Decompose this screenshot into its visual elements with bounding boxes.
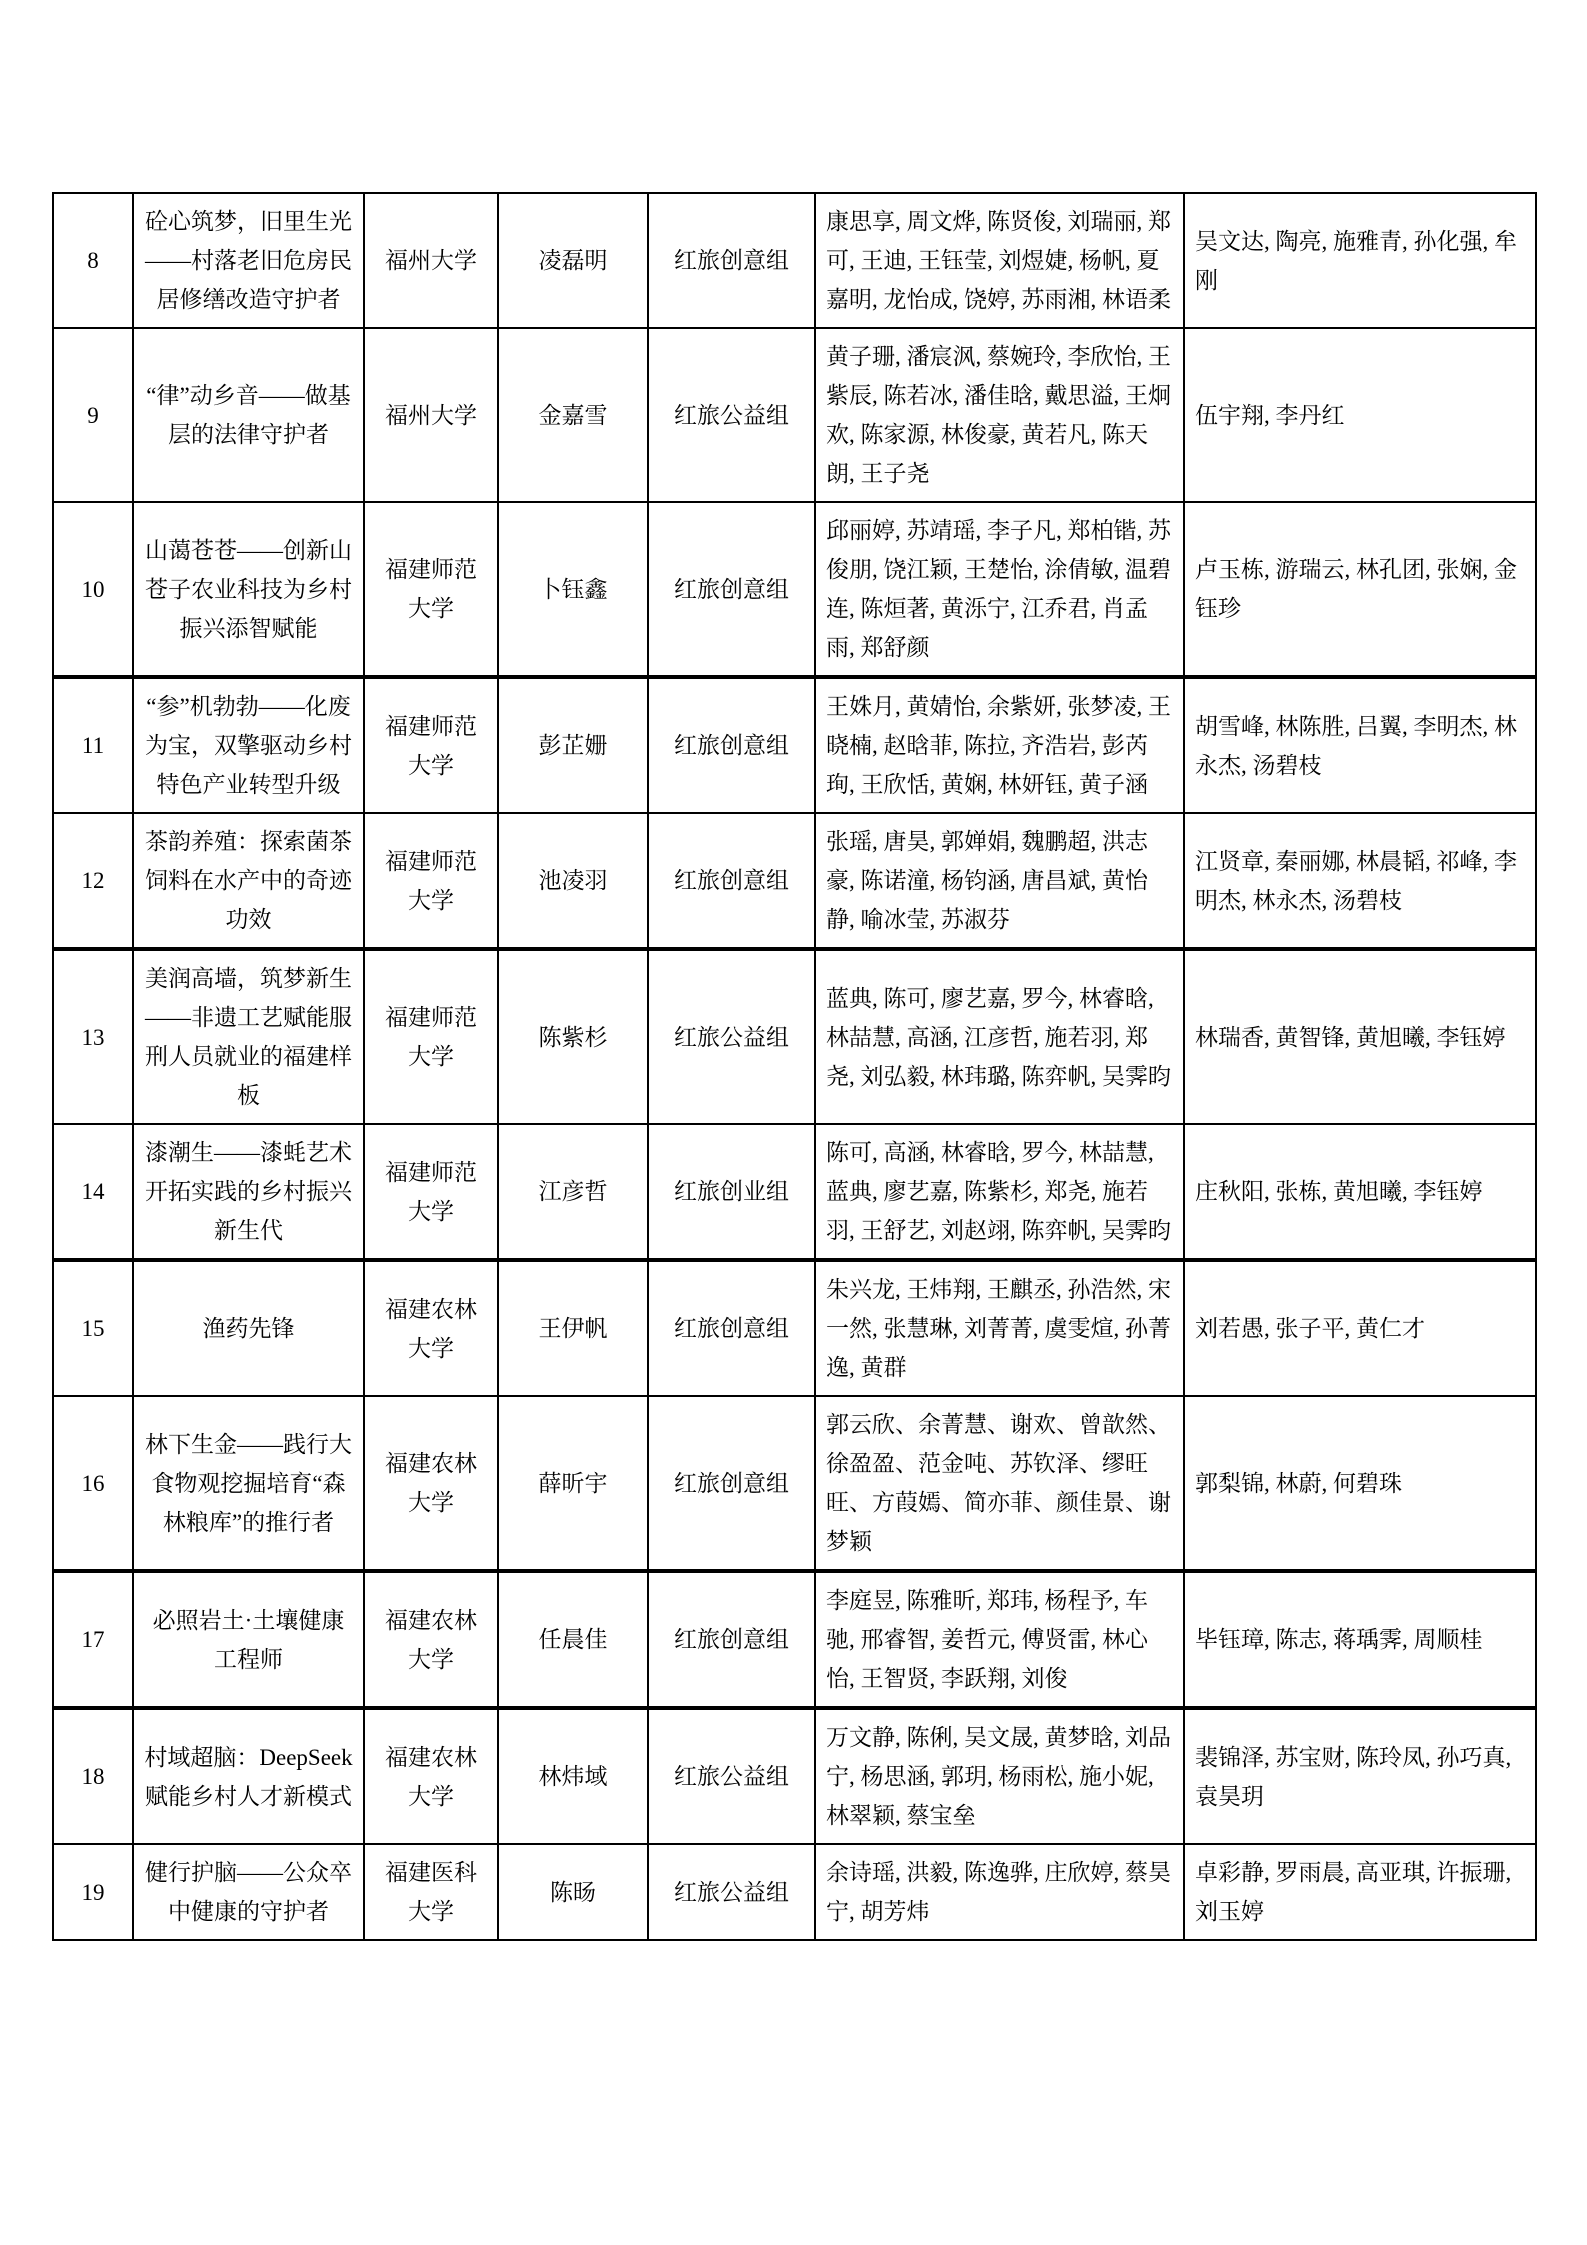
advisors-cell: 吴文达, 陶亮, 施雅青, 孙化强, 牟刚 <box>1184 193 1536 328</box>
table-row <box>53 328 1536 502</box>
project-title-cell: 村域超脑：DeepSeek 赋能乡村人才新模式 <box>133 1708 364 1844</box>
project-title-cell: 必照岩土·土壤健康工程师 <box>133 1571 364 1708</box>
university-cell: 福建师范大学 <box>364 502 498 677</box>
leader-name-cell: 金嘉雪 <box>498 328 648 502</box>
university-cell: 福建农林大学 <box>364 1396 498 1571</box>
university-cell: 福建医科大学 <box>364 1844 498 1940</box>
group-category-cell: 红旅公益组 <box>648 1844 815 1940</box>
team-members-cell: 张瑶, 唐昊, 郭婵娟, 魏鹏超, 洪志豪, 陈诺潼, 杨钧涵, 唐昌斌, 黄怡静, 喻冰莹, 苏淑芬 <box>815 813 1184 949</box>
leader-name-cell: 卜钰鑫 <box>498 502 648 677</box>
group-category-cell: 红旅创意组 <box>648 1571 815 1708</box>
table-row <box>53 1571 1536 1708</box>
group-category-cell: 红旅创意组 <box>648 502 815 677</box>
leader-name-cell: 王伊帆 <box>498 1260 648 1396</box>
university-cell: 福州大学 <box>364 328 498 502</box>
row-number-cell: 16 <box>53 1396 133 1571</box>
project-title-cell: 漆潮生——漆蚝艺术开拓实践的乡村振兴新生代 <box>133 1124 364 1260</box>
team-members-cell: 李庭昱, 陈雅昕, 郑玮, 杨程予, 车驰, 邢睿智, 姜哲元, 傅贤雷, 林心怡, 王智贤, 李跃翔, 刘俊 <box>815 1571 1184 1708</box>
team-members-cell: 蓝典, 陈可, 廖艺嘉, 罗今, 林睿晗, 林喆慧, 高涵, 江彦哲, 施若羽, 郑尧, 刘弘毅, 林玮璐, 陈弈帆, 吴霁昀 <box>815 949 1184 1124</box>
team-members-cell: 余诗瑶, 洪毅, 陈逸骅, 庄欣婷, 蔡昊宁, 胡芳炜 <box>815 1844 1184 1940</box>
table-row <box>53 1844 1536 1940</box>
advisors-cell: 伍宇翔, 李丹红 <box>1184 328 1536 502</box>
advisors-cell: 毕钰璋, 陈志, 蒋瑀霁, 周顺桂 <box>1184 1571 1536 1708</box>
advisors-cell: 胡雪峰, 林陈胜, 吕翼, 李明杰, 林永杰, 汤碧枝 <box>1184 677 1536 813</box>
university-cell: 福州大学 <box>364 193 498 328</box>
project-title-cell: 砼心筑梦，旧里生光——村落老旧危房民居修缮改造守护者 <box>133 193 364 328</box>
table-row <box>53 1124 1536 1260</box>
group-category-cell: 红旅公益组 <box>648 1708 815 1844</box>
group-category-cell: 红旅创意组 <box>648 1396 815 1571</box>
table-row <box>53 1396 1536 1571</box>
leader-name-cell: 江彦哲 <box>498 1124 648 1260</box>
project-title-cell: 健行护脑——公众卒中健康的守护者 <box>133 1844 364 1940</box>
row-number-cell: 10 <box>53 502 133 677</box>
advisors-cell: 江贤章, 秦丽娜, 林晨韬, 祁峰, 李明杰, 林永杰, 汤碧枝 <box>1184 813 1536 949</box>
advisors-cell: 郭梨锦, 林蔚, 何碧珠 <box>1184 1396 1536 1571</box>
team-members-cell: 万文静, 陈俐, 吴文晟, 黄梦晗, 刘品宁, 杨思涵, 郭玥, 杨雨松, 施小妮, 林翠颖, 蔡宝垒 <box>815 1708 1184 1844</box>
table-row <box>53 677 1536 813</box>
project-title-cell: “律”动乡音——做基层的法律守护者 <box>133 328 364 502</box>
group-category-cell: 红旅公益组 <box>648 328 815 502</box>
advisors-cell: 刘若愚, 张子平, 黄仁才 <box>1184 1260 1536 1396</box>
project-title-cell: 林下生金——践行大食物观挖掘培育“森林粮库”的推行者 <box>133 1396 364 1571</box>
project-title-cell: 山蔼苍苍——创新山苍子农业科技为乡村振兴添智赋能 <box>133 502 364 677</box>
team-members-cell: 郭云欣、余菁慧、谢欢、曾歆然、徐盈盈、范金吨、苏钦泽、缪旺旺、方葭嫣、简亦菲、颜佳景、谢梦颖 <box>815 1396 1184 1571</box>
university-cell: 福建师范大学 <box>364 677 498 813</box>
leader-name-cell: 凌磊明 <box>498 193 648 328</box>
university-cell: 福建师范大学 <box>364 1124 498 1260</box>
row-number-cell: 13 <box>53 949 133 1124</box>
advisors-cell: 裴锦泽, 苏宝财, 陈玲凤, 孙巧真, 袁昊玥 <box>1184 1708 1536 1844</box>
project-title-cell: 渔药先锋 <box>133 1260 364 1396</box>
advisors-cell: 庄秋阳, 张栋, 黄旭曦, 李钰婷 <box>1184 1124 1536 1260</box>
team-members-cell: 朱兴龙, 王炜翔, 王麒丞, 孙浩然, 宋一然, 张慧琳, 刘菁菁, 虞雯煊, 孙菁逸, 黄群 <box>815 1260 1184 1396</box>
advisors-cell: 卓彩静, 罗雨晨, 高亚琪, 许振珊, 刘玉婷 <box>1184 1844 1536 1940</box>
table-row <box>53 1260 1536 1396</box>
university-cell: 福建师范大学 <box>364 949 498 1124</box>
leader-name-cell: 薛昕宇 <box>498 1396 648 1571</box>
university-cell: 福建师范大学 <box>364 813 498 949</box>
university-cell: 福建农林大学 <box>364 1260 498 1396</box>
leader-name-cell: 任晨佳 <box>498 1571 648 1708</box>
leader-name-cell: 池凌羽 <box>498 813 648 949</box>
team-members-cell: 王姝月, 黄婧怡, 余紫妍, 张梦凌, 王晓楠, 赵晗菲, 陈拉, 齐浩岩, 彭芮珣, 王欣恬, 黄娴, 林妍钰, 黄子涵 <box>815 677 1184 813</box>
group-category-cell: 红旅创意组 <box>648 1260 815 1396</box>
table-row <box>53 1708 1536 1844</box>
row-number-cell: 15 <box>53 1260 133 1396</box>
advisors-cell: 卢玉栋, 游瑞云, 林孔团, 张娴, 金钰珍 <box>1184 502 1536 677</box>
row-number-cell: 12 <box>53 813 133 949</box>
team-members-cell: 康思享, 周文烨, 陈贤俊, 刘瑞丽, 郑可, 王迪, 王钰莹, 刘煜婕, 杨帆, 夏嘉明, 龙怡成, 饶婷, 苏雨湘, 林语柔 <box>815 193 1184 328</box>
row-number-cell: 11 <box>53 677 133 813</box>
team-members-cell: 邱丽婷, 苏靖瑶, 李子凡, 郑柏锴, 苏俊朋, 饶江颖, 王楚怡, 涂倩敏, 温碧连, 陈烜著, 黄泺宁, 江乔君, 肖孟雨, 郑舒颜 <box>815 502 1184 677</box>
team-members-cell: 陈可, 高涵, 林睿晗, 罗今, 林喆慧, 蓝典, 廖艺嘉, 陈紫杉, 郑尧, 施若羽, 王舒艺, 刘赵翊, 陈弈帆, 吴霁昀 <box>815 1124 1184 1260</box>
leader-name-cell: 陈紫杉 <box>498 949 648 1124</box>
group-category-cell: 红旅创意组 <box>648 677 815 813</box>
project-title-cell: 茶韵养殖：探索菌茶饲料在水产中的奇迹功效 <box>133 813 364 949</box>
table-row <box>53 502 1536 677</box>
table-row <box>53 193 1536 328</box>
advisors-cell: 林瑞香, 黄智锋, 黄旭曦, 李钰婷 <box>1184 949 1536 1124</box>
row-number-cell: 8 <box>53 193 133 328</box>
group-category-cell: 红旅创业组 <box>648 1124 815 1260</box>
team-members-cell: 黄子珊, 潘宸沨, 蔡婉玲, 李欣怡, 王紫辰, 陈若冰, 潘佳晗, 戴思溢, 王炯欢, 陈家源, 林俊豪, 黄若凡, 陈天朗, 王子尧 <box>815 328 1184 502</box>
row-number-cell: 9 <box>53 328 133 502</box>
row-number-cell: 14 <box>53 1124 133 1260</box>
leader-name-cell: 陈旸 <box>498 1844 648 1940</box>
project-title-cell: 美润高墙，筑梦新生——非遗工艺赋能服刑人员就业的福建样板 <box>133 949 364 1124</box>
project-roster-table <box>52 192 1537 1941</box>
university-cell: 福建农林大学 <box>364 1708 498 1844</box>
row-number-cell: 17 <box>53 1571 133 1708</box>
leader-name-cell: 林炜域 <box>498 1708 648 1844</box>
table-row <box>53 949 1536 1124</box>
table-row <box>53 813 1536 949</box>
leader-name-cell: 彭芷姗 <box>498 677 648 813</box>
university-cell: 福建农林大学 <box>364 1571 498 1708</box>
row-number-cell: 18 <box>53 1708 133 1844</box>
project-title-cell: “参”机勃勃——化废为宝，双擎驱动乡村特色产业转型升级 <box>133 677 364 813</box>
group-category-cell: 红旅创意组 <box>648 193 815 328</box>
group-category-cell: 红旅创意组 <box>648 813 815 949</box>
roster-body <box>53 193 1536 1940</box>
row-number-cell: 19 <box>53 1844 133 1940</box>
group-category-cell: 红旅公益组 <box>648 949 815 1124</box>
